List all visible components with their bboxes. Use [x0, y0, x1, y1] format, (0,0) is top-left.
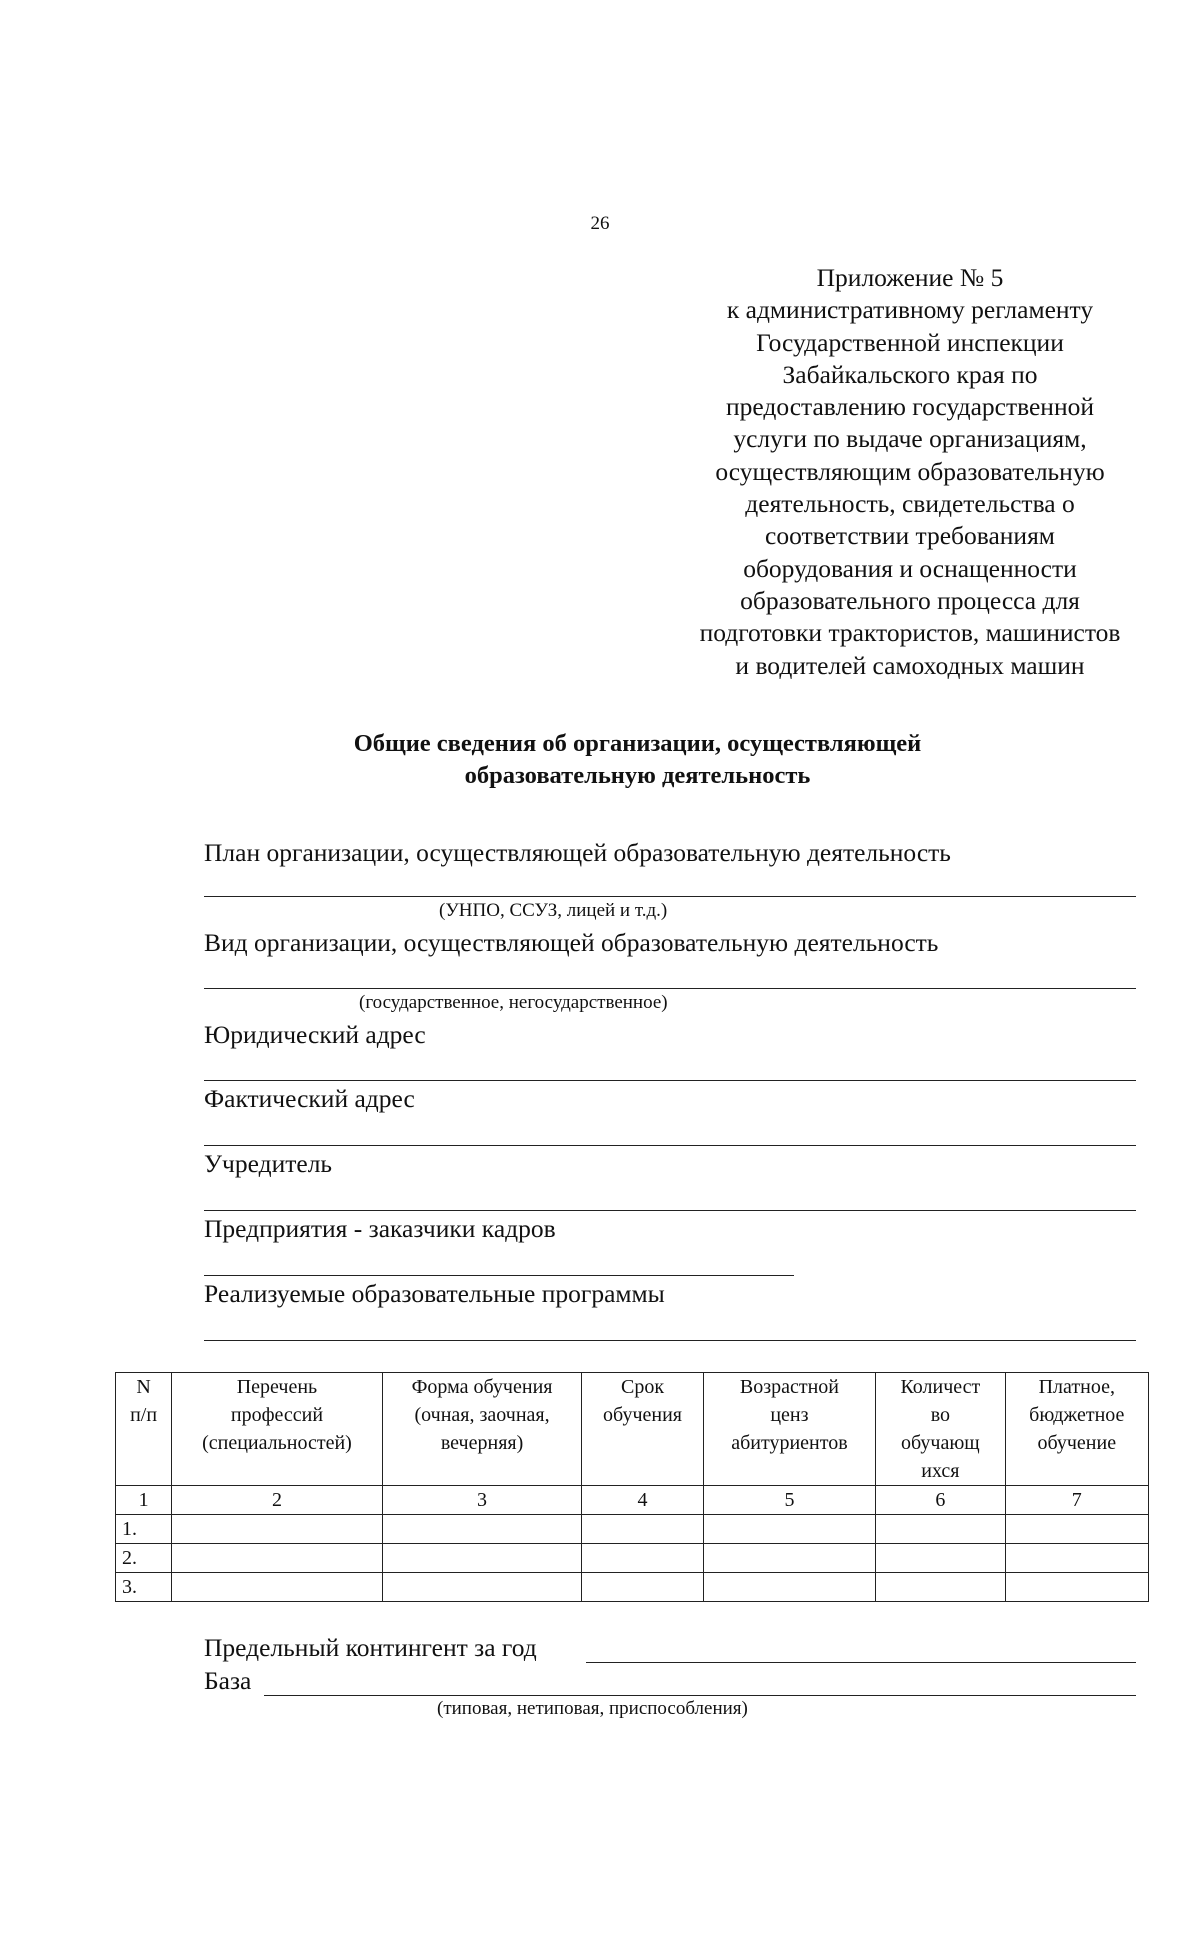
- type-hint: (государственное, негосударственное): [359, 992, 668, 1013]
- appendix-line: и водителей самоходных машин: [735, 650, 1085, 680]
- table-header-cell: Срок обучения: [582, 1373, 703, 1486]
- table-header-cell: Возрастной ценз абитуриентов: [703, 1373, 876, 1486]
- plan-label: План организации, осуществляющей образовательную деятельность: [204, 838, 951, 867]
- table-cell[interactable]: [582, 1544, 703, 1573]
- table-cell[interactable]: [876, 1515, 1005, 1544]
- appendix-line: образовательного процесса для: [740, 585, 1080, 615]
- table-cell[interactable]: [172, 1515, 383, 1544]
- table-cell[interactable]: [1005, 1515, 1148, 1544]
- actual-address-label: Фактический адрес: [204, 1084, 415, 1113]
- table-header-row: [116, 1373, 1149, 1486]
- table-cell[interactable]: [382, 1544, 582, 1573]
- appendix-line: Государственной инспекции: [756, 327, 1064, 357]
- appendix-line: предоставлению государственной: [725, 392, 1095, 422]
- table-header-cell: Перечень профессий (специальностей): [172, 1373, 383, 1486]
- actual-address-fill-line[interactable]: [204, 1145, 1136, 1146]
- appendix-line: подготовки трактористов, машинистов: [699, 618, 1121, 648]
- plan-fill-line[interactable]: [204, 896, 1136, 897]
- table-header-cell: Платное, бюджетное обучение: [1005, 1373, 1148, 1486]
- table-cell[interactable]: [172, 1573, 383, 1602]
- page-number: 26: [590, 213, 610, 234]
- table-cell: 2.: [116, 1544, 172, 1573]
- appendix-line: осуществляющим образовательную: [715, 456, 1105, 486]
- customers-fill-line[interactable]: [204, 1275, 794, 1276]
- table-cell[interactable]: [382, 1573, 582, 1602]
- table-cell[interactable]: [1005, 1573, 1148, 1602]
- base-hint: (типовая, нетиповая, приспособления): [437, 1698, 748, 1719]
- table-cell[interactable]: [582, 1515, 703, 1544]
- programs-fill-line[interactable]: [204, 1340, 1136, 1341]
- table-header-cell: Форма обучения (очная, заочная, вечерняя): [382, 1373, 582, 1486]
- table-header-cell: Количест во обучающ ихся: [876, 1373, 1005, 1486]
- appendix-line: Приложение № 5: [816, 263, 1004, 292]
- appendix-line: услуги по выдаче организациям,: [733, 424, 1087, 454]
- appendix-line: соответствии требованиям: [765, 521, 1055, 551]
- table-cell[interactable]: [1005, 1544, 1148, 1573]
- column-number-cell: 3: [382, 1486, 582, 1515]
- column-number-cell: 6: [876, 1486, 1005, 1515]
- base-label: База: [204, 1666, 252, 1695]
- column-number-cell: 5: [703, 1486, 876, 1515]
- document-title: [200, 728, 1075, 792]
- column-number-cell: 7: [1005, 1486, 1148, 1515]
- base-fill-line[interactable]: [264, 1695, 1136, 1696]
- table-cell[interactable]: [703, 1544, 876, 1573]
- appendix-line: оборудования и оснащенности: [743, 553, 1077, 583]
- title-line: Общие сведения об организации, осуществляющей: [353, 730, 922, 757]
- type-fill-line[interactable]: [204, 988, 1136, 989]
- table-cell[interactable]: [876, 1544, 1005, 1573]
- programs-label: Реализуемые образовательные программы: [204, 1279, 665, 1308]
- plan-hint: (УНПО, ССУЗ, лицей и т.д.): [439, 900, 668, 921]
- appendix-line: деятельность, свидетельства о: [745, 489, 1075, 519]
- programs-table: [115, 1372, 1149, 1602]
- limit-label: Предельный контингент за год: [204, 1633, 537, 1662]
- table-cell[interactable]: [172, 1544, 383, 1573]
- title-line: образовательную деятельность: [464, 762, 811, 789]
- table-header-cell: N п/п: [116, 1373, 172, 1486]
- table-cell[interactable]: [703, 1515, 876, 1544]
- limit-fill-line[interactable]: [586, 1662, 1136, 1663]
- table-cell: 3.: [116, 1573, 172, 1602]
- table-cell[interactable]: [582, 1573, 703, 1602]
- appendix-line: Забайкальского края по: [782, 359, 1038, 389]
- column-number-cell: 1: [116, 1486, 172, 1515]
- table-row: [116, 1573, 1149, 1602]
- legal-address-fill-line[interactable]: [204, 1080, 1136, 1081]
- appendix-line: к административному регламенту: [726, 295, 1094, 325]
- table-cell[interactable]: [703, 1573, 876, 1602]
- founder-fill-line[interactable]: [204, 1210, 1136, 1211]
- column-number-cell: 2: [172, 1486, 383, 1515]
- customers-label: Предприятия - заказчики кадров: [204, 1214, 556, 1243]
- founder-label: Учредитель: [204, 1149, 333, 1178]
- type-label: Вид организации, осуществляющей образовательную деятельность: [204, 928, 939, 957]
- table-cell: 1.: [116, 1515, 172, 1544]
- table-cell[interactable]: [876, 1573, 1005, 1602]
- column-number-cell: 4: [582, 1486, 703, 1515]
- table-cell[interactable]: [382, 1515, 582, 1544]
- legal-address-label: Юридический адрес: [204, 1020, 426, 1049]
- table-row: [116, 1515, 1149, 1544]
- appendix-block: [670, 262, 1150, 682]
- table-row: [116, 1544, 1149, 1573]
- table-column-numbers-row: [116, 1486, 1149, 1515]
